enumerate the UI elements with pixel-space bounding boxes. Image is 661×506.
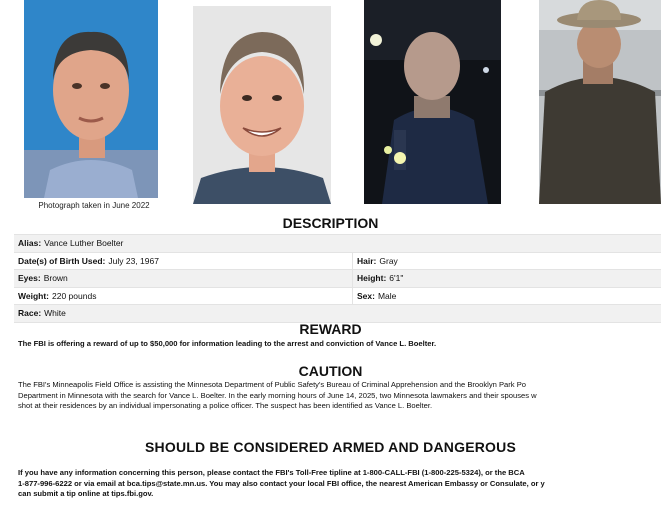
suspect-photo-1 [24, 0, 158, 198]
photo-caption: Photograph taken in June 2022 [38, 201, 150, 210]
caution-line: The FBI's Minneapolis Field Office is assisting the Minnesota Department of Public Safety's Bureau of Criminal Apprehension and the Brooklyn Park Po [18, 380, 526, 389]
description-heading: DESCRIPTION [282, 215, 379, 231]
eyes-value: Brown [43, 273, 68, 284]
race-label: Race: [18, 308, 42, 319]
dob-label: Date(s) of Birth Used: [18, 255, 106, 266]
table-row [14, 234, 661, 252]
table-row [14, 269, 661, 287]
table-row [14, 287, 661, 305]
caution-line: shot at their residences by an individual impersonating a police officer. The suspect has been identified as Vance L. Boelter. [18, 401, 433, 410]
alias-value: Vance Luther Boelter [44, 238, 124, 249]
table-row [14, 252, 661, 270]
surveillance-photo-hat [539, 0, 661, 204]
height-label: Height: [357, 273, 387, 284]
description-table [14, 234, 661, 323]
eyes-label: Eyes: [18, 273, 41, 284]
contact-line: can submit a tip online at tips.fbi.gov. [18, 489, 154, 498]
hair-value: Gray [379, 255, 398, 266]
alias-label: Alias: [18, 238, 42, 249]
weight-label: Weight: [18, 290, 50, 301]
reward-heading: REWARD [299, 321, 362, 337]
caution-text [18, 380, 661, 412]
surveillance-photo-night [364, 0, 501, 204]
caution-line: Department in Minnesota with the search for Vance L. Boelter. In the early morning hours of June 14, 2025, two Minnesota lawmakers and their spouses w [18, 390, 537, 400]
armed-dangerous-warning: SHOULD BE CONSIDERED ARMED AND DANGEROUS [145, 439, 516, 455]
race-value: White [44, 308, 66, 319]
hair-label: Hair: [357, 255, 377, 266]
table-row [14, 304, 661, 323]
sex-label: Sex: [357, 290, 375, 301]
caution-heading: CAUTION [298, 363, 363, 379]
reward-text: The FBI is offering a reward of up to $50,000 for information leading to the arrest and conviction of Vance L. Boelter. [18, 339, 437, 348]
contact-line: If you have any information concerning this person, please contact the FBI's Toll-Free tipline at 1-800-CALL-FBI (1-800-225-5324), or the BCA [18, 468, 525, 477]
sex-value: Male [377, 290, 397, 301]
height-value: 6'1" [389, 273, 404, 284]
suspect-photo-2 [193, 6, 331, 204]
weight-value: 220 pounds [52, 290, 97, 301]
contact-line: 1-877-996-6222 or via email at bca.tips@state.mn.us. You may also contact your local FBI office, the nearest American Embassy or Consulate, or y [18, 478, 545, 488]
dob-value: July 23, 1967 [108, 255, 159, 266]
contact-text [18, 468, 661, 500]
